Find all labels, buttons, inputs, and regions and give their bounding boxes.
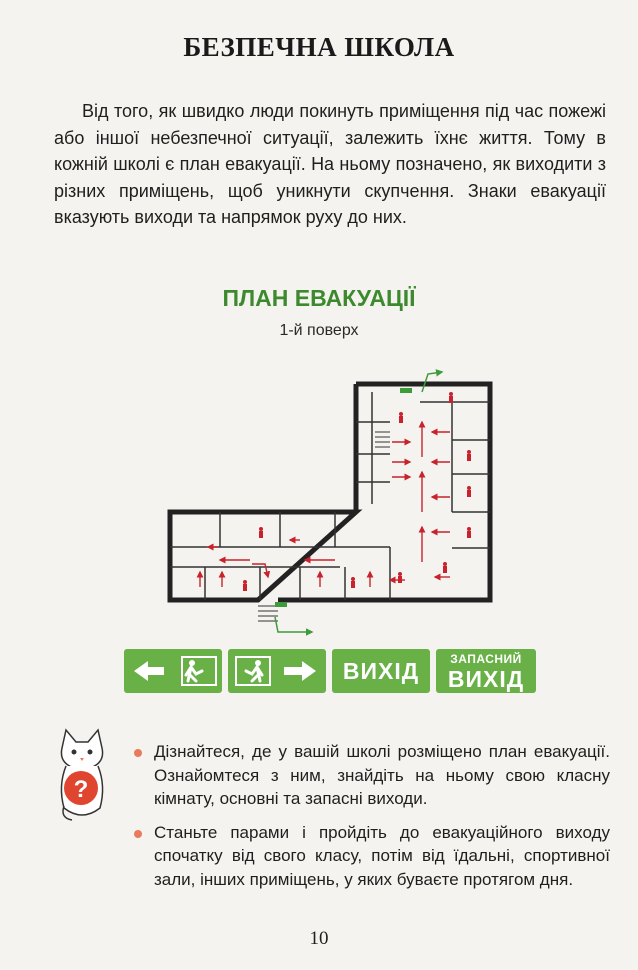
task-list (132, 740, 610, 901)
bullet-dot (134, 749, 142, 757)
svg-text:?: ? (73, 776, 89, 803)
running-man-right-icon (228, 649, 326, 693)
spare-exit-bottom-label: ВИХІД (447, 666, 525, 692)
exit-sign-label: ВИХІД (342, 658, 420, 684)
page-number: 10 (309, 928, 329, 949)
cat-question-icon (50, 726, 114, 826)
page-title: БЕЗПЕЧНА ШКОЛА (183, 32, 455, 62)
spare-exit-sign (436, 649, 536, 693)
evacuation-arrows (200, 422, 450, 587)
evacuation-signs (120, 649, 540, 695)
stairs (258, 432, 390, 621)
task-text: Станьте парами і пройдіть до евакуаційного виходу спочатку від свого класу, потім від їдальні, спортивної зали, інших приміщень, у яких буваєте протягом дня. (154, 822, 610, 889)
task-text: Дізнайтеся, де у вашій школі розміщено план евакуації. Ознайомтеся з ним, знайдіть на ньому свою класну кімнату, основні та запасні виходи. (154, 742, 610, 808)
spare-exit-top-label: ЗАПАСНИЙ (450, 652, 522, 666)
inner-walls (170, 392, 490, 600)
floor-label: 1-й поверх (279, 322, 359, 339)
exit-right-sign (228, 649, 326, 693)
evacuation-floor-plan (160, 362, 500, 642)
exit-text-sign (332, 649, 430, 693)
exit-marker-bottom (275, 602, 287, 607)
intro-paragraph: Від того, як швидко люди покинуть приміщення під час пожежі або іншої небезпечної ситуації, залежить їхнє життя. Тому в кожній школі є план евакуації. На ньому позначено, як виходити з різних приміщень, щоб уникнути скупчення. Знаки евакуації вказують виходи та напрямок руху до них. (54, 101, 606, 227)
plan-title: ПЛАН ЕВАКУАЦІЇ (222, 285, 416, 311)
bullet-dot (134, 830, 142, 838)
exit-marker-top (400, 388, 412, 393)
running-man-left-icon (124, 649, 222, 693)
list-item (132, 740, 610, 811)
exit-left-sign (124, 649, 222, 693)
list-item (132, 821, 610, 892)
